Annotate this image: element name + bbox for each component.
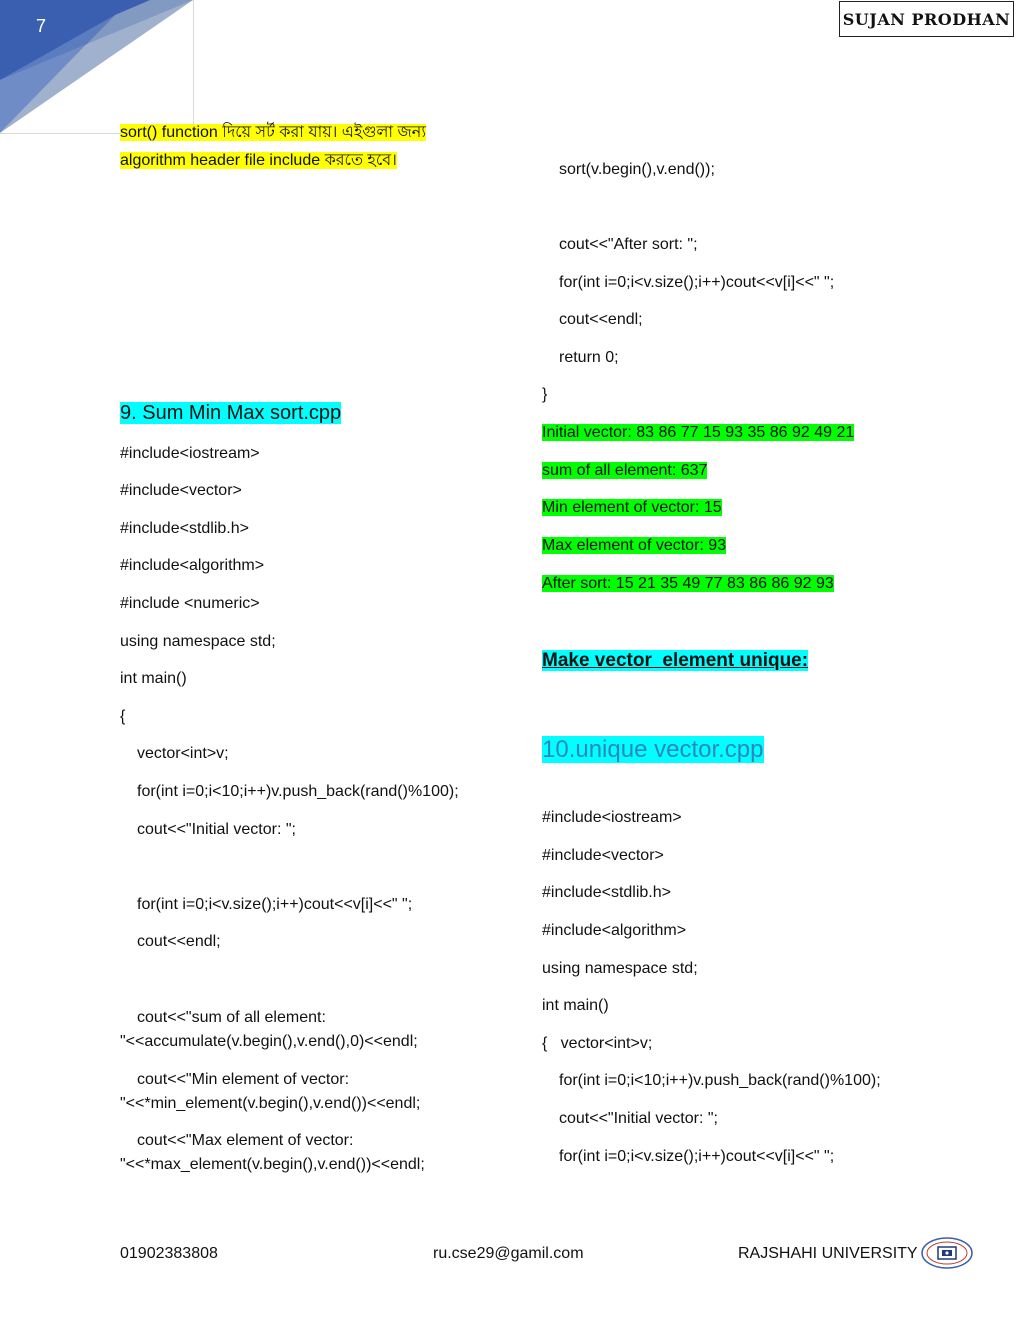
code-line: #include<iostream> bbox=[120, 445, 260, 462]
code-line: cout<<"Max element of vector: bbox=[137, 1132, 354, 1149]
code-line: #include<stdlib.h> bbox=[120, 520, 249, 537]
corner-divider-vertical bbox=[193, 0, 194, 134]
code-line: vector<int>v; bbox=[137, 745, 229, 762]
code-line: for(int i=0;i<10;i++)v.push_back(rand()%100); bbox=[559, 1072, 881, 1089]
code-line: cout<<"Initial vector: "; bbox=[137, 821, 296, 838]
code-line: using namespace std; bbox=[120, 633, 276, 650]
code-line: int main() bbox=[542, 997, 609, 1014]
code-line: for(int i=0;i<v.size();i++)cout<<v[i]<<" "; bbox=[137, 896, 413, 913]
code-line: "<<accumulate(v.begin(),v.end(),0)<<endl; bbox=[120, 1033, 418, 1050]
code-line: "<<*max_element(v.begin(),v.end())<<endl; bbox=[120, 1156, 425, 1173]
output-line: After sort: 15 21 35 49 77 83 86 86 92 93 bbox=[542, 575, 834, 592]
code-line: } bbox=[542, 386, 548, 403]
code-line: #include<stdlib.h> bbox=[542, 884, 671, 901]
code-line: cout<<"sum of all element: bbox=[137, 1009, 326, 1026]
code-line: #include <numeric> bbox=[120, 595, 260, 612]
code-line: return 0; bbox=[559, 349, 619, 366]
code-line: sort(v.begin(),v.end()); bbox=[559, 161, 715, 178]
code-line: for(int i=0;i<10;i++)v.push_back(rand()%100); bbox=[137, 783, 459, 800]
output-line: sum of all element: 637 bbox=[542, 462, 708, 479]
topic-title: Make vector element unique: bbox=[542, 650, 809, 671]
code-line: { bbox=[120, 708, 126, 725]
note-line-2: algorithm header file include করতে হবে। bbox=[120, 152, 397, 169]
footer-phone: 01902383808 bbox=[120, 1245, 218, 1262]
code-line: cout<<"Initial vector: "; bbox=[559, 1110, 718, 1127]
output-line: Initial vector: 83 86 77 15 93 35 86 92 49 21 bbox=[542, 424, 855, 441]
code-line: cout<<"Min element of vector: bbox=[137, 1071, 350, 1088]
output-line: Max element of vector: 93 bbox=[542, 537, 727, 554]
section-title-9: 9. Sum Min Max sort.cpp bbox=[120, 402, 342, 424]
footer-email: ru.cse29@gamil.com bbox=[433, 1245, 584, 1262]
section-title-10: 10.unique vector.cpp bbox=[542, 736, 764, 763]
output-line: Min element of vector: 15 bbox=[542, 499, 722, 516]
footer-university: RAJSHAHI UNIVERSITY bbox=[738, 1245, 918, 1262]
code-line: #include<algorithm> bbox=[542, 922, 687, 939]
code-line: #include<algorithm> bbox=[120, 557, 265, 574]
code-line: #include<vector> bbox=[120, 482, 242, 499]
university-logo-icon bbox=[920, 1236, 974, 1270]
code-line: cout<<"After sort: "; bbox=[559, 236, 698, 253]
code-line: cout<<endl; bbox=[137, 933, 221, 950]
note-line-1: sort() function দিয়ে সর্ট করা যায়। এইগুলা জন্য bbox=[120, 124, 426, 141]
code-line: for(int i=0;i<v.size();i++)cout<<v[i]<<" "; bbox=[559, 1148, 835, 1165]
code-line: #include<iostream> bbox=[542, 809, 682, 826]
code-line: for(int i=0;i<v.size();i++)cout<<v[i]<<" "; bbox=[559, 274, 835, 291]
code-line: "<<*min_element(v.begin(),v.end())<<endl; bbox=[120, 1095, 421, 1112]
code-line: int main() bbox=[120, 670, 187, 687]
page-number: 7 bbox=[36, 16, 47, 36]
corner-decoration bbox=[0, 0, 200, 140]
code-line: cout<<endl; bbox=[559, 311, 643, 328]
code-line: using namespace std; bbox=[542, 960, 698, 977]
code-line: #include<vector> bbox=[542, 847, 664, 864]
author-name-box: SUJAN PRODHAN bbox=[839, 1, 1014, 37]
code-line: { vector<int>v; bbox=[542, 1035, 653, 1052]
